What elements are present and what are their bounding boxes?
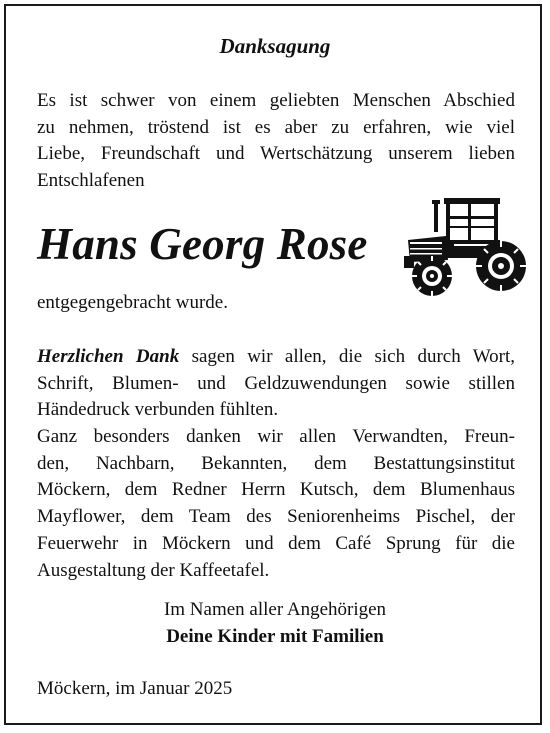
thanks-line: Ausgestaltung der Kaffeetafel. xyxy=(37,559,270,581)
thanks-line: Ganz besonders danken wir allen Verwandten, Freun- xyxy=(37,426,515,448)
deceased-name: Hans Georg Rose xyxy=(37,219,368,269)
place-date: Möckern, im Januar 2025 xyxy=(37,678,233,699)
thanks-lead: Herzlichen Dank xyxy=(37,346,180,367)
notice-title: Danksagung xyxy=(219,34,331,58)
signature: Deine Kinder mit Familien xyxy=(166,626,384,647)
intro-line: Es ist schwer von einem geliebten Menschen Abschied xyxy=(37,90,515,111)
thanks-line: Feuerwehr in Möckern und dem Café Sprung für die xyxy=(37,532,515,554)
thanks-line: Schrift, Blumen- und Geldzuwendungen sowie stillen xyxy=(37,372,515,394)
thanks-paragraph xyxy=(37,344,515,584)
thanks-line: Händedruck verbunden fühlten. xyxy=(37,399,279,421)
thanks-line: den, Nachbarn, Bekannten, dem Bestattungsinstitut xyxy=(37,452,515,474)
thanks-line: Mayflower, dem Team des Seniorenheims Pischel, der xyxy=(37,506,515,528)
closing-line: Im Namen aller Angehörigen xyxy=(163,599,387,620)
intro-line: Liebe, Freundschaft und Wertschätzung unserem lieben xyxy=(37,143,515,164)
thanks-line: Möckern, dem Redner Herrn Kutsch, dem Blumenhaus xyxy=(37,479,515,501)
thanks-line-text: sagen wir allen, die sich durch Wort, xyxy=(179,346,515,367)
thanks-line xyxy=(37,344,515,371)
intro-line: Entschlafenen xyxy=(37,169,145,191)
after-name-text: entgegengebracht wurde. xyxy=(37,292,228,313)
intro-paragraph xyxy=(37,88,515,194)
tractor-icon xyxy=(404,196,526,302)
intro-line: zu nehmen, tröstend ist es aber zu erfahren, wie viel xyxy=(37,116,515,138)
